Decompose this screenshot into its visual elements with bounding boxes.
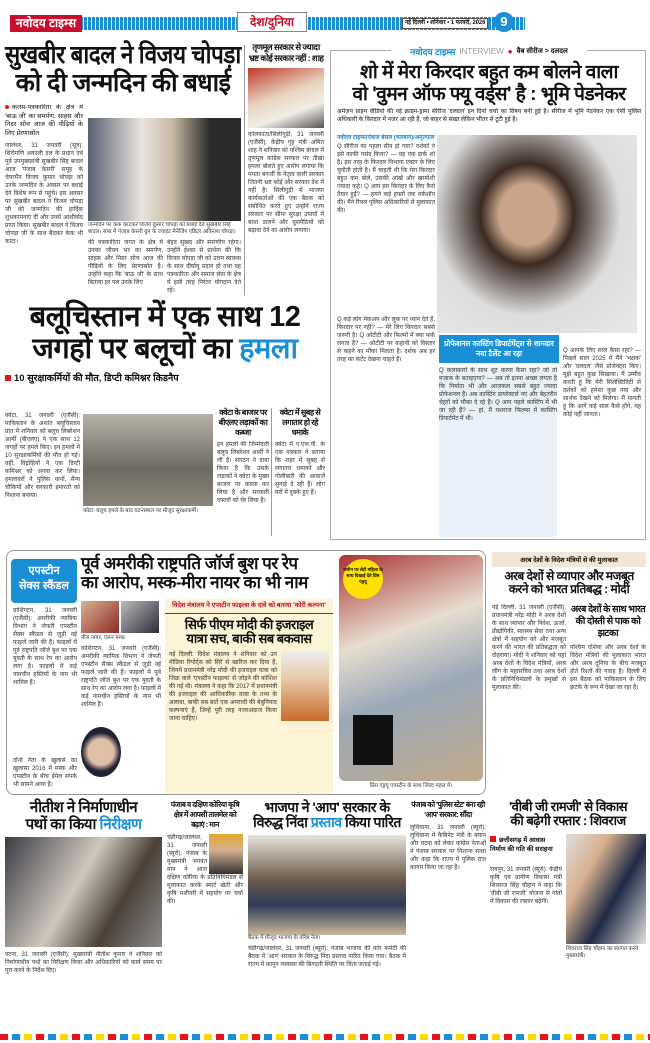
headline: की बढ़ेगी रफ्तार : शिवराज: [510, 813, 626, 829]
photo-quetta: [83, 414, 213, 506]
kicker: अरब देशों के विदेश मंत्रियों से की मुलाकात: [492, 552, 646, 567]
bullet-icon: [5, 105, 9, 109]
sidebox: [570, 604, 646, 794]
body-text: इन हमलों की जिम्मेदारी बलूच लिबरेशन आर्मी ने ली है। संगठन ने दावा किया है कि उसके लड़ाकों ने क्वेटा के मुख्य बाजार पर कब्जा कर लिया है और सरकारी दफ्तरों को घेर लिया है।: [217, 442, 269, 504]
headline-part: विरुद्ध निंदा: [253, 814, 311, 831]
topic-tag: [11, 559, 77, 603]
column-divider: [244, 45, 245, 295]
headline: अरब देशों से व्यापार और मजबूत: [504, 569, 634, 583]
headline-highlight: निरीक्षण: [99, 815, 142, 833]
headline-highlight: प्रस्ताव: [310, 814, 342, 831]
headline: वो 'वुमन ऑफ फ्यू वर्ड्स' है : भूमि पेडनेकर: [352, 84, 626, 105]
photo-pm-modi: [281, 651, 329, 721]
headline: करने को भारत प्रतिबद्ध : मोदी: [508, 582, 630, 597]
body-text: Q आपके लिए साल कैसा रहा? — पिछले साल 2025 में मैंने 'भक्षक' और 'दलदल' जैसे प्रोजेक्ट्स किए। मुझे बहुत कुछ सिखाया। मैं उम्मीद करती हूं कि मेरी सिलेक्टिविटी से दर्शकों को हमेशा कुछ नया और सार्थक देखने को मिलेगा। मैं मानती हूं कि आगे कई साल कैसे होंगे, यह कोई नहीं जानता।: [563, 348, 641, 418]
body-text: क्वेटा, 31 जनवरी (एजैंसी): पाकिस्तान के अशांत बलूचिस्तान प्रांत में शनिवार को बलूच लिबरेशन आर्मी (बीएलए) ने एक साथ 12 जगहों पर हमले किए। इन हमलों में 10 सुरक्षाकर्मियों की मौत हो गई। वहीं, विद्रोहियों ने एक डिप्टी कमिश्नर को अगवा कर लिया। हमलावरों ने पुलिस थानों, सैन्य चौकियों और सरकारी इमारतों को निशाना बनाया।: [5, 413, 80, 499]
photo-badal-chopra: [88, 118, 241, 221]
section-label: देश/दुनिया: [249, 15, 295, 29]
story-badal: [5, 42, 241, 297]
headline-block: [81, 555, 335, 592]
headline: 'वीबी जी रामजी' से विकास: [508, 799, 628, 814]
tag-line: एपस्टीन: [28, 565, 60, 577]
headline: बलूचिस्तान में एक साथ 12: [29, 301, 301, 333]
headline: [5, 817, 162, 834]
page-number: 9: [494, 12, 514, 32]
headline: [5, 334, 325, 366]
photo-bhagwant-mann: [209, 834, 243, 874]
subhead: [5, 371, 325, 384]
headline-highlight: हमला: [239, 332, 298, 365]
interview-box: [330, 46, 646, 540]
bullet-summary: [5, 104, 83, 140]
photo-caption: शिवराज सिंह चौहान का स्वागत करते मुख्यमंत्री।: [566, 946, 639, 959]
brand-label: नवोदय टाइम्स: [410, 46, 456, 57]
photo-prince-andrew: [339, 555, 483, 781]
story-korea: [167, 800, 243, 1028]
sidebox-headline: अरब देशों के साथ भारत की दोस्ती से पाक को झटका: [570, 604, 646, 639]
photo-caption: बैठक में मौजूद भाजपा के वरिष्ठ नेता।: [248, 934, 321, 941]
headline: शो में मेरा किरदार बहुत कम बोलने वाला: [360, 62, 618, 83]
side-headline: क्वेटा के बाजार पर बीएलए लड़ाकों का कब्जा: [218, 408, 268, 437]
headline: को दी जन्मदिन की बधाई: [15, 68, 231, 97]
bullet-text: कलम-पत्रकारिता के क्षेत्र में 'बाऊ जी' का समर्पण, साहस और निडर सोच आज की पीढ़ियों के लिए प्रेरणास्रोत: [5, 104, 83, 137]
headline: पूर्व अमरीकी राष्ट्रपति जॉर्ज बुश पर रेप: [81, 554, 298, 573]
column-divider: [271, 408, 272, 536]
subhead-text: 10 सुरक्षाकर्मियों की मौत, डिप्टी कमिश्नर किडनैप: [14, 372, 179, 384]
body-text: की पत्रकारिता जगत के क्षेत्र में उनका जीवन भर का समर्पण, साहस और निडर सोच आज की पीढ़ियों के लिए प्रेरणास्रोत है। उन्होंने कहा कि 'बाऊ जी' के साथ बिताया हर पल उनके लिए: [88, 240, 163, 286]
side-headline: क्वेटा में सुबह से लगातार हो रहे धमाके: [279, 408, 321, 437]
body-text: लुधियाना, 31 जनवरी (ब्यूरो): लुधियाना में कैबिनेट मंत्री के बयान और घटना को लेकर कांग्रेस नेताओं ने पंजाब सरकार पर निशाना साधा और कहा कि राज्य में पुलिस राज कायम किया जा रहा है।: [410, 825, 486, 871]
photo-amit-shah: [248, 68, 324, 128]
tag-line: सेक्स स्कैंडल: [19, 580, 69, 592]
body-text: बेहद सुखद और स्मरणीय रहेगा। उन्होंने ईश्वर से प्रार्थना की कि विजय चोपड़ा जी को उत्तम स्वास्थ्य के साथ दीर्घायु प्रदान हो तथा वह पत्रकारिता और समाज सेवा के क्षेत्र में इसी तरह निरंतर योगदान देते रहें।: [167, 240, 241, 294]
body-text: रायपुर, 31 जनवरी (ब्यूरो): केंद्रीय कृषि एवं ग्रामीण विकास मंत्री शिवराज सिंह चौहान ने कहा कि 'वीबी जी रामजी' योजना से गांवों में विकास की रफ्तार बढ़ेगी।: [490, 867, 562, 905]
story-nitish: [5, 800, 162, 1028]
byline: नवोदय टाइम्स/पंकज बंसल (चारबाग)/अमृतपाल: [337, 135, 435, 141]
film-reel-icon: ●: [507, 46, 513, 56]
headline: सुखबीर बादल ने विजय चोपड़ा: [5, 41, 241, 69]
body-text: Q कई लोग मेकअप और लुक पर ध्यान देते हैं, किरदार पर नहीं? — मेरे लिए किरदार सबसे जरूरी है। Q ओटीटी और फिल्मों में क्या फर्क लगता है? — ओटीटी पर कहानी को विस्तार से कहने का मौका मिलता है। दर्शक अब हर तरह का कंटेंट देखना चाहते हैं।: [337, 317, 435, 363]
headline: नीतीश ने निर्माणाधीन: [29, 799, 138, 816]
masthead: [0, 0, 650, 40]
photo-george-bush: [81, 727, 121, 777]
photo-elon-musk: [121, 601, 159, 633]
bullet-icon: [5, 375, 11, 381]
story-bjp: [248, 800, 406, 1028]
headline: तृणमूल सरकार से ज्यादा भ्रष्ट कोई सरकार नहीं : शाह: [248, 42, 324, 63]
headline: का आरोप, मस्क-मीरा नायर का भी नाम: [81, 572, 308, 592]
body-text: नई दिल्ली: विदेश मंत्रालय ने शनिवार को उन मीडिया रिपोर्ट्स को सिरे से खारिज कर दिया है, जिनमें प्रधानमंत्री नरेंद्र मोदी की इजराइल यात्रा को जिक्र वाले 'एपस्टीन फाइल्स' से जोड़ने की कोशिश की गई थी। मंत्रालय ने कहा कि 2017 में प्रधानमंत्री की इजराइल की आधिकारिक यात्रा के तथ्य के अलावा, बाकी सब बातें एक अपराधी की बेबुनियाद कल्पनाएं हैं, जिन्हें पूरी तरह नजरअंदाज किया जाना चाहिए।: [169, 651, 277, 722]
bullet-icon: [490, 836, 496, 842]
headline: पंजाब को 'पुलिस स्टेट' बना रही 'आप' सरकार: सौंदा: [411, 800, 485, 819]
photo-caption: मीरा नायर, एलन मस्क: [81, 635, 125, 641]
red-kicker: विदेश मंत्रालय ने एपस्टीन फाइल्स के दावे को बताया 'कोरी कल्पना': [165, 599, 333, 614]
headline-part: किया पारित: [341, 814, 401, 831]
quote-banner: प्रोफेशनल कास्टिंग डिपार्टमेंट्स से शानदार नया टैलेंट आ रहा: [439, 335, 559, 363]
circle-note: जमीन पर लेटी महिला के साथ दिखाई देते प्रिंस एंड्रयू: [343, 559, 383, 599]
story-shah: [248, 42, 324, 297]
body-text: क्वेटा में ए.एफ.पी. के एक पत्रकार ने बताया कि शहर में सुबह से लगातार धमाकों और गोलीबारी की आवाजें सुनाई दे रही हैं। लोग घरों में दुबके हुए हैं।: [275, 442, 325, 496]
headline-part: पथों का किया: [25, 815, 100, 833]
subhead-text: छत्तीसगढ़ में आवास निर्माण की गति की सराहना: [490, 837, 553, 853]
logo: नवोदय टाइम्स: [10, 15, 82, 32]
headline: भाजपा ने 'आप' सरकार के: [264, 799, 390, 815]
interview-label: INTERVIEW: [459, 46, 504, 56]
body-text: कोलकाता/सिलीगुड़ी, 31 जनवरी (एजैंसी): केंद्रीय गृह मंत्री अमित शाह ने शनिवार को पश्चिम बंगाल में तृणमूल कांग्रेस सरकार पर तीखा हमला बोलते हुए आरोप लगाया कि ममता बनर्जी के नेतृत्व वाली सरकार जितनी भ्रष्ट कोई और सरकार देश में नहीं है। सिलीगुड़ी में भाजपा कार्यकर्ताओं की एक बैठक को संबोधित करते हुए उन्होंने राज्य सरकार पर सीमा सुरक्षा उपायों में बाधा डालने और घुसपैठियों को बढ़ावा देने का आरोप लगाया।: [248, 132, 324, 234]
dateline-box: [402, 18, 488, 29]
sidebar-quetta-market: [217, 408, 269, 538]
body-text-continued: वाशिंगटन, 31 जनवरी (एजैंसी): अमरीकी न्यायिक विभाग ने जेफरी एपस्टीन सैक्स स्कैंडल से जुड़ी नई फाइलें जारी की हैं। फाइलों में पूर्व राष्ट्रपति जॉर्ज बुश पर एक युवती के साथ रेप का आरोप लगा है। फाइलों में कई नामचीन हस्तियों के नाम भी शामिल हैं।: [81, 646, 161, 708]
photo-caption: क्वेटा: बलूच हमले के बाद घटनास्थल पर मौजूद सुरक्षाकर्मी।: [83, 508, 199, 514]
yellow-headline: यात्रा सच, बाकी सब बकवास: [186, 631, 312, 647]
body-text: जालंधर, 31 जनवरी (सूत्र): शिरोमणि अकाली दल के प्रधान एवं पूर्व उपमुख्यमंत्री सुखबीर सिंह बादल आज 'पंजाब केसरी' समूह के चेयरमैन विजय कुमार चोपड़ा को उनके जन्मदिन के अवसर पर बधाई देने विशेष रूप से पहुंचे। इस अवसर पर सुखबीर बादल ने विजय चोपड़ा जी को जन्मदिन की हार्दिक शुभकामनाएं दीं और उनसे आशीर्वाद प्राप्त किया। सुखबीर बादल ने विजय चोपड़ा जी के साथ बैठकर केक भी काटा।: [5, 143, 83, 245]
redaction-box: [353, 715, 393, 765]
body-text: चंडीगढ़/जालंधर, 31 जनवरी (ब्यूरो): पंजाब भाजपा की कोर कमेटी की बैठक में 'आप' सरकार के विरुद्ध निंदा प्रस्ताव पारित किया गया। बैठक में राज्य में कानून व्यवस्था की बिगड़ती स्थिति पर चिंता जताई गई।: [248, 945, 406, 968]
yellow-headline: सिर्फ पीएम मोदी की इजराइल: [184, 617, 314, 632]
section-tab: [237, 12, 307, 32]
body-text: वाशिंगटन, 31 जनवरी (एजैंसी): अमरीकी न्यायिक विभाग ने जेफरी एपस्टीन सैक्स स्कैंडल से जुड़ी नई फाइलें जारी की हैं। फाइलों में पूर्व राष्ट्रपति जॉर्ज बुश पर एक युवती के साथ रेप का आरोप लगा है। फाइलों में कई नामचीन हस्तियों के नाम भी शामिल हैं।: [13, 608, 77, 686]
photo-shivraj: [566, 834, 646, 944]
photo-caption: प्रिंस एंड्रयू एपस्टीन के साथ जिल्द महल में।: [369, 783, 453, 789]
body-text: नई दिल्ली, 31 जनवरी (एजैंसी): प्रधानमंत्री नरेंद्र मोदी ने अरब देशों के साथ व्यापार और निवेश, ऊर्जा, प्रौद्योगिकी, स्वास्थ्य सेवा तथा अन्य क्षेत्रों में सहयोग को और मजबूत करने की भारत की प्रतिबद्धता को दोहराया। मोदी ने शनिवार को यहां अरब देशों के विदेश मंत्रियों, अरब लीग के महासचिव तथा अरब देशों के प्रतिनिधिमंडलों के प्रमुखों से मुलाकात की।: [492, 605, 566, 691]
series-label: वैब सीरीज > दलदल: [516, 47, 568, 55]
photo-caption: जन्मदिन पर केक काटकर विजय कुमार चोपड़ा को बधाई देते सुखबीर सिंह बादल। साथ में पंजाब केसरी ग्रुप के ज्वाइंट मैनेजिंग एडिटर अविनाश चोपड़ा।: [88, 222, 236, 235]
headline: [248, 815, 406, 830]
story-police-state: [410, 800, 486, 1028]
headline: पंजाब व दक्षिण कोरिया कृषि क्षेत्र में आपसी तालमेल को बढ़ाएं : मान: [170, 800, 240, 829]
body-text: दोनों नेता के खुलासे का खुलासा 2016 में मस्क और एपस्टीन के बीच ईमेल संपर्क भी सामने आया है।: [13, 758, 77, 788]
photo-nitish: [5, 837, 162, 947]
sidebar-quetta-blasts: [275, 408, 325, 538]
subhead: [490, 836, 562, 854]
story-vbg-ramji: [490, 800, 646, 1028]
yellow-box: [165, 599, 333, 794]
photo-bjp-meeting: [248, 835, 406, 935]
dateline: नई दिल्ली • शनिवार • 1 फरवरी, 2026: [405, 20, 486, 26]
body-text: Q कलाकारों के साथ शूट करना कैसा रहा? जो तो मजाक के बताइएगा? — अब तो इतना अच्छा लगता है कि निर्माता भी और आजकल सबसे बहुत ज्यादा प्रोफेशनल हैं। अब कास्टिंग डायरेक्टर्स नए और बेहतरीन चेहरों को मौका दे रहे हैं। Q आप पहले कास्टिंग में भी जा रही हैं? — हां, मैं यशराज फिल्म्स में कास्टिंग डिपार्टमेंट में थी।: [439, 367, 557, 537]
interview-header: [391, 43, 587, 59]
intro-text: अमेज़न प्राइम वीडियो की नई क्राइम-ड्रामा सीरीज 'दलदल' इन दिनों चर्चा का विषय बनी हुई है। सीरीज में भूमि पेडनेकर एक ऐसी पुलिस अधिकारी के किरदार में नजर आ रही हैं, जो बाहर से सख्त लेकिन भीतर से टूटी हुई है।: [337, 109, 641, 123]
body-text: पटना, 31 जनवरी (एजैंसी): मुख्यमंत्री नीतीश कुमार ने शनिवार को निर्माणाधीन पथों का निरीक्षण किया और अधिकारियों को कार्य समय पर पूरा करने के निर्देश दिए।: [5, 952, 162, 974]
photo-bhumi-pednekar: [437, 135, 637, 333]
story-arab: [492, 552, 646, 797]
body-text: चंडीगढ़/जालंधर, 31 जनवरी (ब्यूरो): पंजाब के मुख्यमंत्री भगवंत मान ने आज दक्षिण कोरिया के प्रतिनिधिमंडल से मुलाकात करके स्मार्ट खेती और कृषि मशीनरी में सहयोग पर चर्चा की।: [167, 835, 243, 905]
photo-mira-nair: [81, 601, 119, 633]
headline-part: जगहों पर बलूचों का: [32, 332, 240, 365]
story-balochistan: [5, 302, 325, 540]
body-text: [81, 645, 161, 723]
story-epstein: [6, 550, 486, 795]
body-text: Q सीरीज का पहला सीन हो गया? दर्शकों ने इसे काफी पसंद किया? — यह एक डार्क शो है। इस तरह के किरदार निभाना एक्टर के लिए चुनौती होती है। मैं चाहती थी कि मेरा किरदार बहुत कम बोले, उसकी आंखें और खामोशी ज्यादा कहे। Q आप इस किरदार के लिए कैसे तैयार हुईं? — हमने कई हफ्तों तक वर्कशॉप की। मैंने रियल पुलिस अधिकारियों से मुलाकात की।: [337, 144, 435, 214]
body-text: पश्चिम एशिया और अरब देशों के विदेश मंत्रियों की मुलाकात भारत और अरब दुनिया के बीच मजबूत होते रिश्तों की गवाह है। दिल्ली में इस बैठक को पाकिस्तान के लिए झटके के रूप में देखा जा रहा है।: [570, 645, 646, 691]
registration-bar: [0, 1034, 650, 1040]
